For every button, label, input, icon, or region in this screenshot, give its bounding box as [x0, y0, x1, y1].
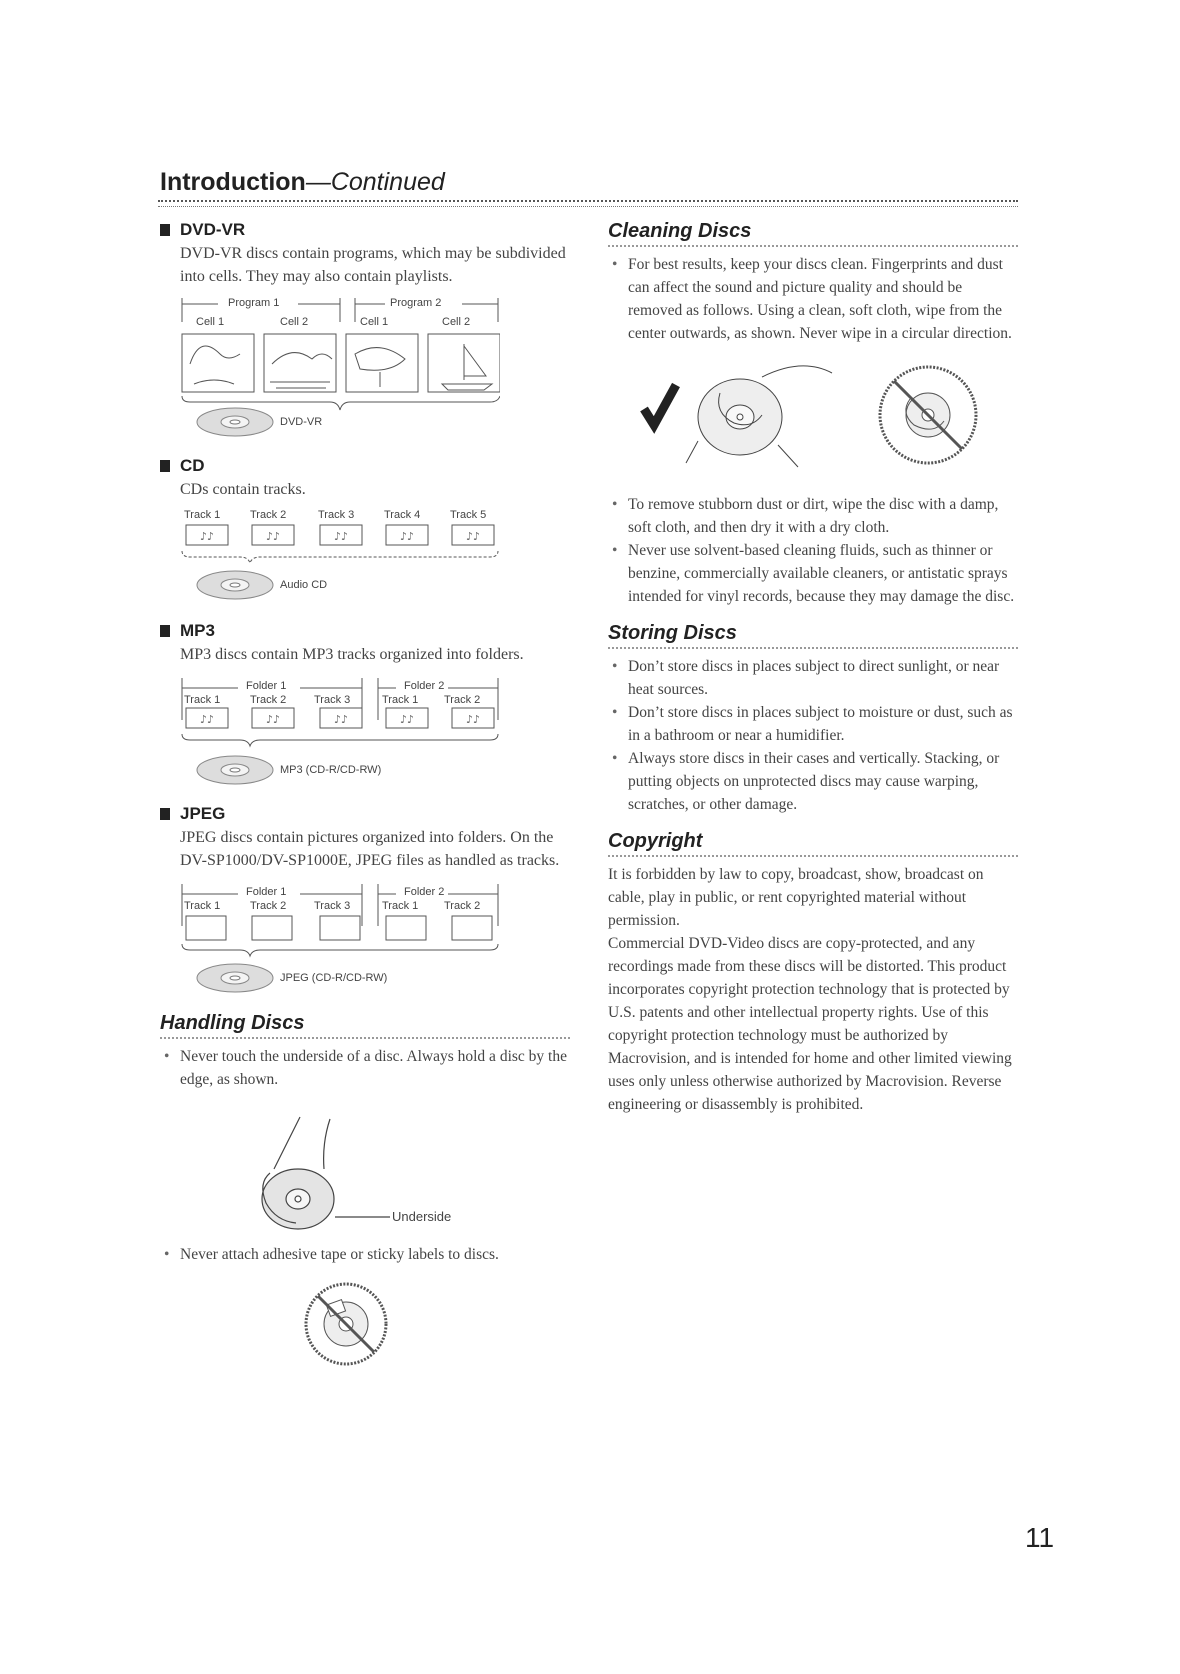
copyright-paragraph-1: It is forbidden by law to copy, broadcast, show, broadcast on cable, play in public, or rent copyrighted material without permission. [608, 866, 984, 929]
svg-text:♪♪: ♪♪ [200, 713, 215, 726]
cleaning-list [608, 253, 1018, 345]
cleaning-list [608, 493, 1018, 608]
svg-text:♪♪: ♪♪ [266, 713, 281, 726]
list-item: • Never attach adhesive tape or sticky labels to discs. [160, 1243, 570, 1266]
picture-icon [320, 916, 360, 940]
track-label: Track 2 [444, 900, 481, 912]
disc-label: MP3 (CD-R/CD-RW) [280, 764, 382, 776]
track-label: Track 1 [184, 694, 221, 706]
disc-icon [197, 756, 273, 784]
handling-heading: Handling Discs [160, 1012, 570, 1039]
picture-icon [452, 916, 492, 940]
square-bullet-icon [160, 625, 170, 637]
picture-icon [186, 916, 226, 940]
cell-label: Cell 2 [442, 316, 471, 328]
mp3-heading: MP3 [160, 621, 570, 641]
no-labels-illustration [180, 1276, 500, 1376]
wiping-disc-icon [686, 366, 832, 467]
handling-list [160, 1243, 570, 1266]
track-label: Track 2 [250, 900, 287, 912]
track-label: Track 1 [184, 900, 221, 912]
svg-text:♪♪: ♪♪ [334, 713, 349, 726]
cell-label: Cell 1 [360, 316, 389, 328]
track-label: Track 5 [450, 509, 487, 521]
jpeg-text: JPEG discs contain pictures organized into folders. On the DV-SP1000/DV-SP1000E, JPEG files as handled as tracks. [180, 829, 560, 869]
svg-text:♪♪: ♪♪ [334, 530, 349, 543]
svg-text:♪♪: ♪♪ [266, 530, 281, 543]
cleaning-heading: Cleaning Discs [608, 220, 1018, 247]
page-title-continued: —Continued [305, 168, 445, 196]
disc-icon [197, 408, 273, 436]
jpeg-diagram [180, 880, 500, 998]
cd-heading: CD [160, 456, 570, 476]
disc-label: Audio CD [280, 579, 328, 591]
square-bullet-icon [160, 224, 170, 236]
list-item: • For best results, keep your discs clean. Fingerprints and dust can affect the sound and picture quality and should be removed as follows. Using a clean, soft cloth, wipe from the center outwards, as shown. Never wipe in a circular direction. [608, 253, 1018, 345]
picture-icon [346, 334, 418, 392]
program-2-label: Program 2 [390, 297, 442, 309]
program-1-label: Program 1 [228, 297, 280, 309]
check-icon [644, 385, 676, 425]
dvdvr-diagram [180, 294, 500, 442]
picture-icon [252, 916, 292, 940]
track-label: Track 2 [250, 509, 287, 521]
page-title-main: Introduction [160, 168, 306, 196]
picture-icon [386, 916, 426, 940]
track-label: Track 3 [314, 900, 351, 912]
track-label: Track 3 [314, 694, 351, 706]
svg-text:♪♪: ♪♪ [466, 713, 481, 726]
svg-text:♪♪: ♪♪ [400, 713, 415, 726]
folder-1-label: Folder 1 [246, 886, 287, 898]
handling-list [160, 1045, 570, 1091]
track-label: Track 1 [382, 900, 419, 912]
disc-holding-illustration [180, 1099, 500, 1239]
dvdvr-heading: DVD-VR [160, 220, 570, 240]
folder-1-label: Folder 1 [246, 680, 287, 692]
track-label: Track 4 [384, 509, 421, 521]
track-label: Track 1 [184, 509, 221, 521]
square-bullet-icon [160, 808, 170, 820]
cleaning-illustration [628, 353, 1008, 479]
track-label: Track 2 [444, 694, 481, 706]
cell-label: Cell 2 [280, 316, 309, 328]
list-item: • Don’t store discs in places subject to direct sunlight, or near heat sources. [608, 655, 1018, 701]
cell-label: Cell 1 [196, 316, 225, 328]
svg-text:♪♪: ♪♪ [466, 530, 481, 543]
right-column [608, 220, 1018, 1116]
picture-icon [182, 334, 254, 392]
picture-icon [264, 334, 336, 392]
dvdvr-text: DVD-VR discs contain programs, which may be subdivided into cells. They may also contain playlists. [180, 245, 566, 285]
svg-text:♪♪: ♪♪ [200, 530, 215, 543]
left-column [160, 220, 570, 1376]
prohibited-wipe-icon [880, 367, 976, 463]
mp3-diagram [180, 674, 500, 792]
disc-label: JPEG (CD-R/CD-RW) [280, 972, 388, 984]
track-label: Track 1 [382, 694, 419, 706]
copyright-heading: Copyright [608, 830, 1018, 857]
page-title [160, 168, 445, 197]
mp3-text: MP3 discs contain MP3 tracks organized into folders. [180, 646, 524, 663]
storing-heading: Storing Discs [608, 622, 1018, 649]
underside-label: Underside [392, 1209, 452, 1224]
folder-2-label: Folder 2 [404, 886, 445, 898]
jpeg-heading: JPEG [160, 804, 570, 824]
storing-list [608, 655, 1018, 816]
page-number: 11 [1025, 1522, 1055, 1553]
disc-label: DVD-VR [280, 416, 323, 428]
list-item: • Always store discs in their cases and vertically. Stacking, or putting objects on unprotected discs may cause warping, scratches, or other damage. [608, 747, 1018, 816]
track-label: Track 3 [318, 509, 355, 521]
square-bullet-icon [160, 460, 170, 472]
track-label: Track 2 [250, 694, 287, 706]
disc-icon [197, 571, 273, 599]
list-item: • To remove stubborn dust or dirt, wipe the disc with a damp, soft cloth, and then dry it with a dry cloth. [608, 493, 1018, 539]
folder-2-label: Folder 2 [404, 680, 445, 692]
hand-holding-disc-icon [262, 1117, 390, 1229]
disc-icon [197, 964, 273, 992]
prohibited-disc-icon [306, 1284, 386, 1364]
list-item: • Don’t store discs in places subject to moisture or dust, such as in a bathroom or near a humidifier. [608, 701, 1018, 747]
cd-text: CDs contain tracks. [180, 481, 306, 498]
copyright-paragraph-2: Commercial DVD-Video discs are copy-protected, and any recordings made from these discs will be distorted. This product incorporates copyright protection technology that is protected by U.S. patents and other intellectual property rights. Use of this copyright protection technology must be authorized by Macrovision, and is intended for home and other limited viewing uses only unless otherwise authorized by Macrovision. Reverse engineering or disassembly is prohibited. [608, 935, 1012, 1113]
list-item: • Never use solvent-based cleaning fluids, such as thinner or benzine, commercially available cleaners, or antistatic sprays intended for vinyl records, because they may damage the disc. [608, 539, 1018, 608]
list-item: • Never touch the underside of a disc. Always hold a disc by the edge, as shown. [160, 1045, 570, 1091]
svg-text:♪♪: ♪♪ [400, 530, 415, 543]
title-divider [158, 200, 1018, 207]
cd-diagram [180, 507, 500, 607]
